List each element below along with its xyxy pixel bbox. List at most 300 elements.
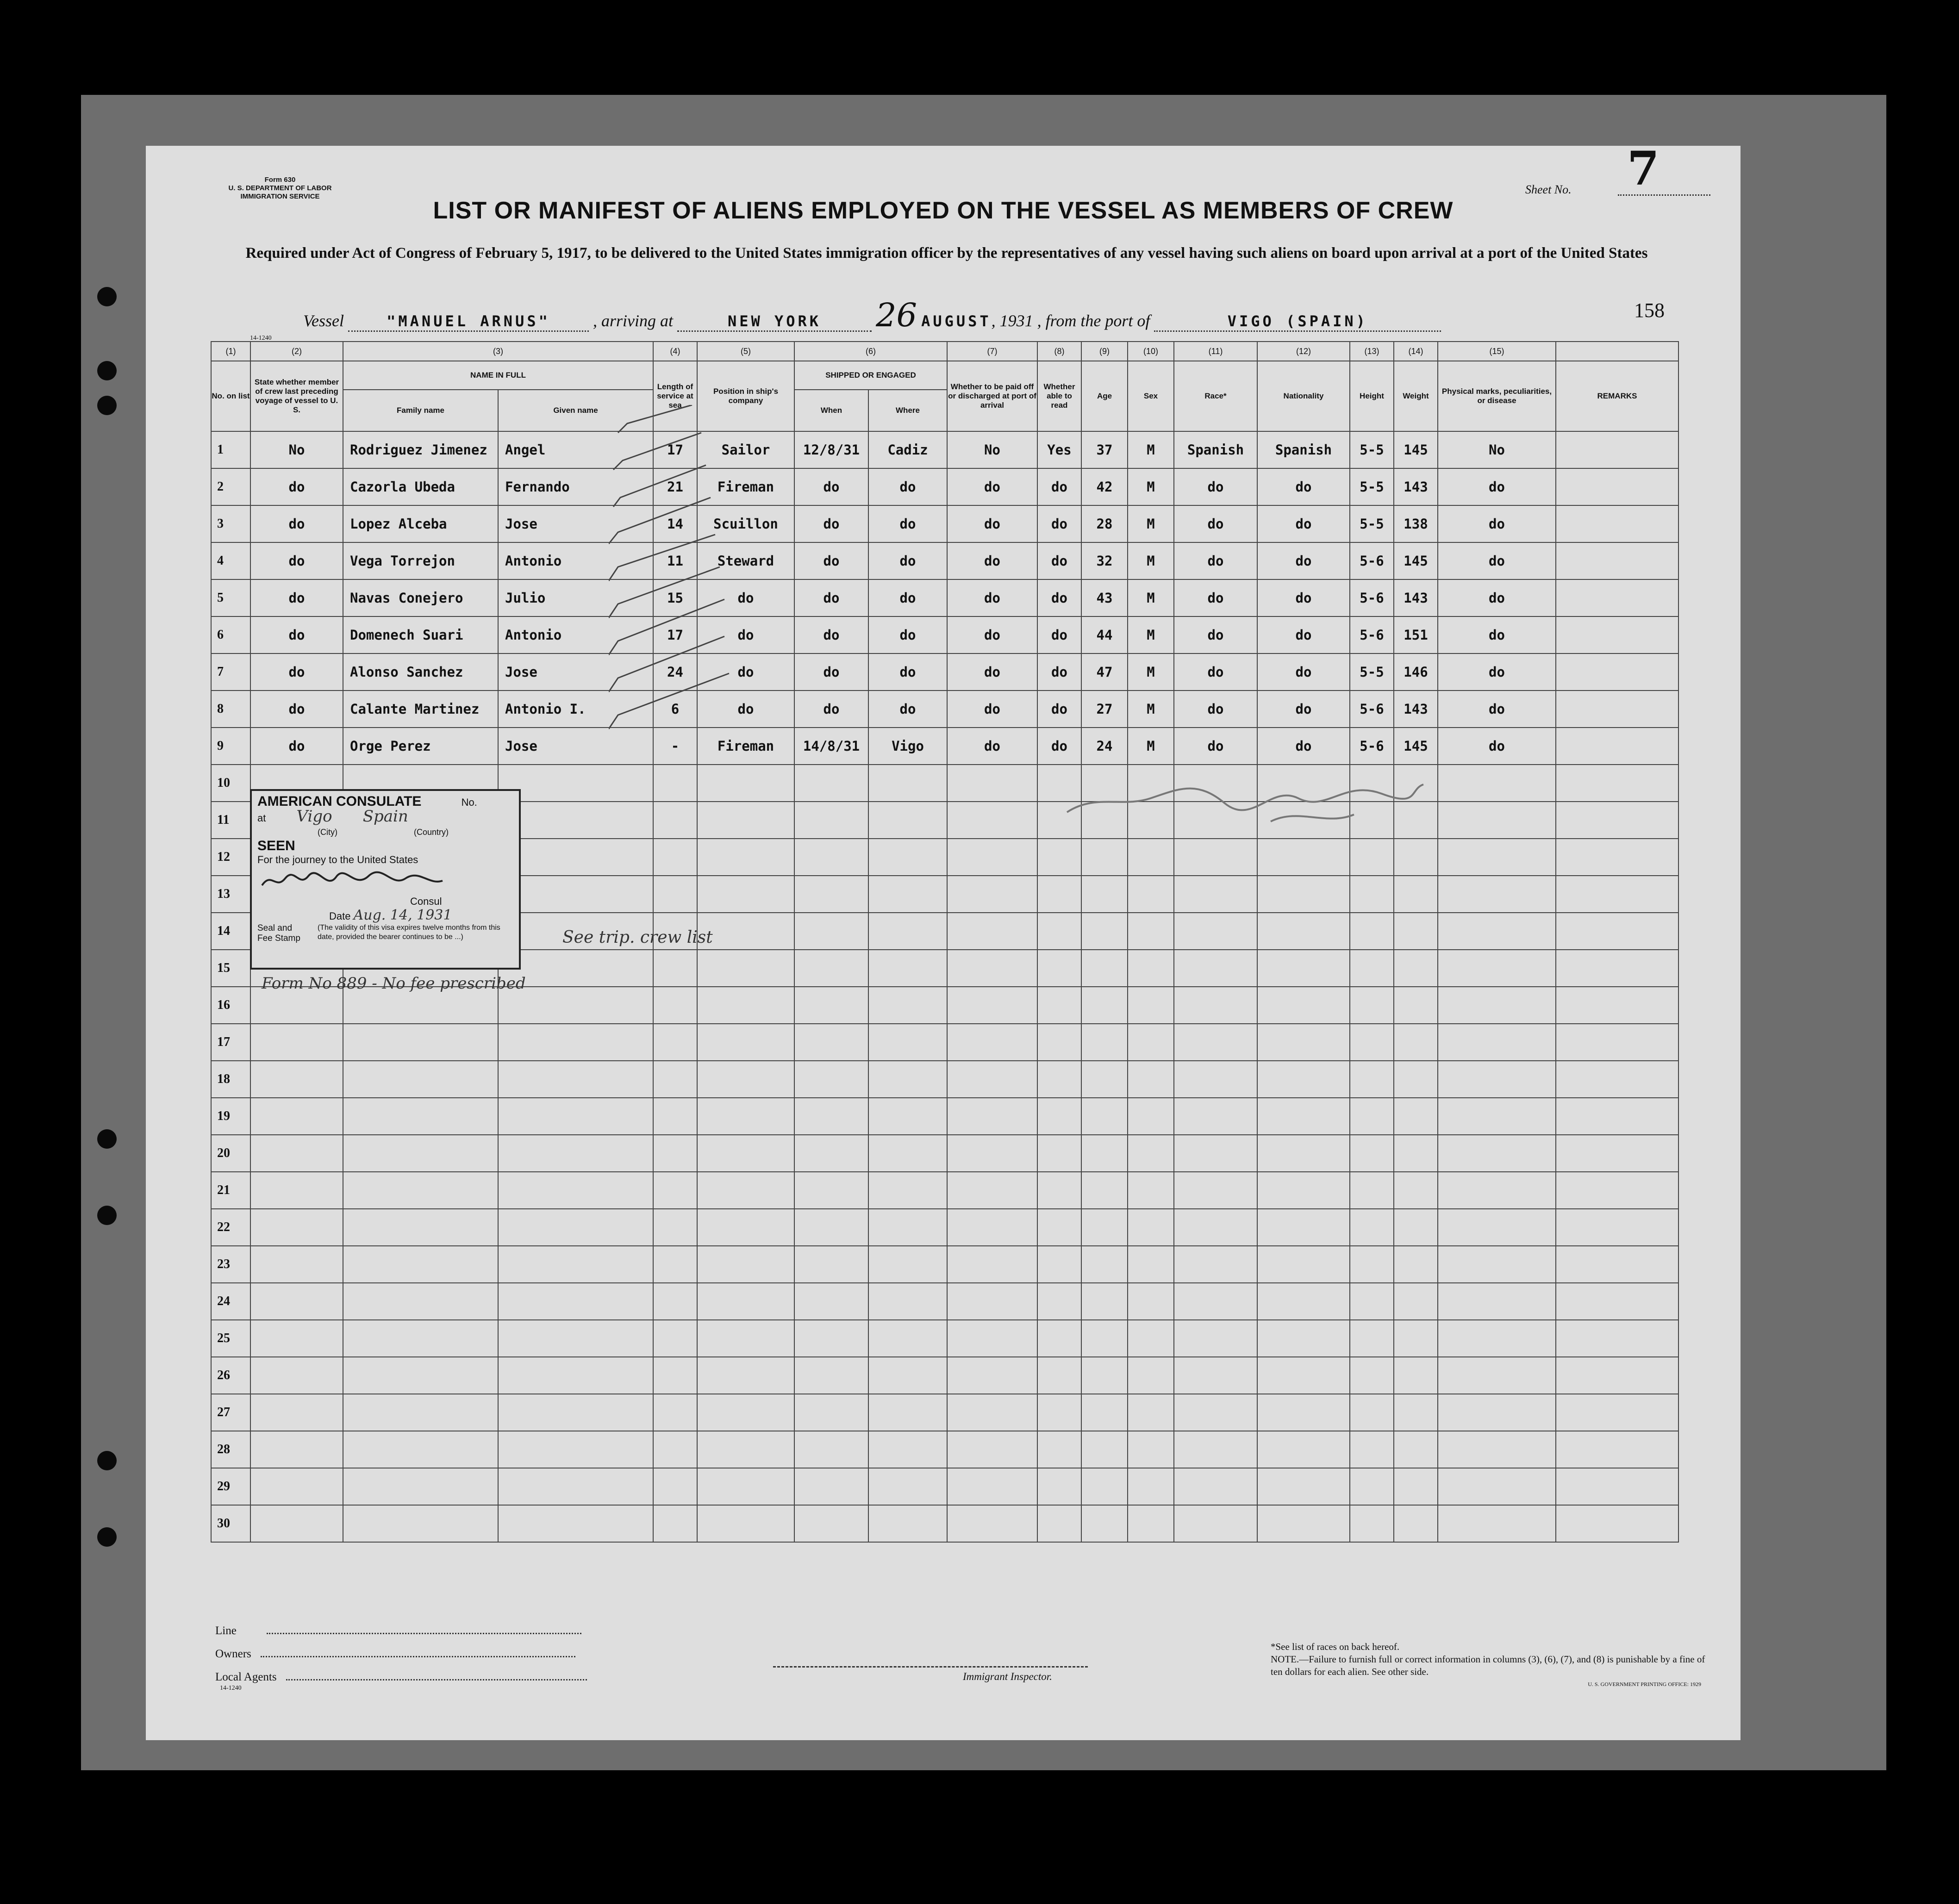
cell-remarks bbox=[1556, 542, 1678, 579]
cell-no: 8 bbox=[211, 691, 250, 728]
owners-dots bbox=[261, 1656, 575, 1657]
header-sex: Sex bbox=[1128, 361, 1174, 431]
cell-empty bbox=[947, 913, 1037, 950]
cell-empty bbox=[947, 802, 1037, 839]
header-shipped-or-engaged: SHIPPED OR ENGAGED bbox=[794, 361, 947, 390]
cell-nationality: do bbox=[1257, 505, 1350, 542]
cell-read: do bbox=[1037, 505, 1081, 542]
cell-empty bbox=[1556, 1320, 1678, 1357]
cell-empty bbox=[498, 1357, 653, 1394]
cell-empty bbox=[1394, 1394, 1438, 1431]
cell-empty bbox=[697, 876, 794, 913]
cell-empty bbox=[1174, 1505, 1257, 1542]
crew-row bbox=[211, 579, 1678, 616]
cell-empty bbox=[1556, 1098, 1678, 1135]
cell-empty bbox=[1037, 1061, 1081, 1098]
cell-no: 14 bbox=[211, 913, 250, 950]
cell-empty bbox=[1438, 1172, 1556, 1209]
cell-no: 22 bbox=[211, 1209, 250, 1246]
cell-no: 24 bbox=[211, 1283, 250, 1320]
cell-paid: do bbox=[947, 579, 1037, 616]
cell-empty bbox=[947, 1061, 1037, 1098]
cell-empty bbox=[1081, 1098, 1128, 1135]
cell-empty bbox=[1556, 1172, 1678, 1209]
header-remarks: REMARKS bbox=[1556, 361, 1678, 431]
cell-empty bbox=[250, 1246, 343, 1283]
cell-empty bbox=[653, 1283, 697, 1320]
cell-race: do bbox=[1174, 728, 1257, 765]
cell-read: do bbox=[1037, 691, 1081, 728]
cell-empty bbox=[1174, 876, 1257, 913]
cell-remarks bbox=[1556, 468, 1678, 505]
cell-no: 5 bbox=[211, 579, 250, 616]
cell-empty bbox=[1037, 1135, 1081, 1172]
cell-service: 17 bbox=[653, 431, 697, 468]
cell-empty bbox=[498, 765, 653, 802]
cell-empty bbox=[1350, 1505, 1394, 1542]
cell-weight: 143 bbox=[1394, 468, 1438, 505]
cell-empty bbox=[1257, 1431, 1350, 1468]
line-field bbox=[215, 1624, 581, 1637]
cell-empty bbox=[1081, 1172, 1128, 1209]
cell-weight: 151 bbox=[1394, 616, 1438, 653]
blank-row bbox=[211, 1098, 1678, 1135]
handwritten-note-form: Form No 889 - No fee prescribed bbox=[262, 974, 526, 993]
cell-empty bbox=[947, 1394, 1037, 1431]
cell-empty bbox=[1438, 987, 1556, 1024]
cell-empty bbox=[1037, 1357, 1081, 1394]
cell-empty bbox=[1556, 765, 1678, 802]
cell-given: Antonio I. bbox=[498, 691, 653, 728]
cell-empty bbox=[1556, 913, 1678, 950]
cell-empty bbox=[1174, 1357, 1257, 1394]
cell-race: do bbox=[1174, 468, 1257, 505]
cell-where: do bbox=[868, 542, 947, 579]
cell-empty bbox=[498, 1024, 653, 1061]
cell-empty bbox=[343, 1135, 498, 1172]
header-previous-voyage: State whether member of crew last preceding voyage of vessel to U. S. bbox=[250, 361, 343, 431]
cell-no: 27 bbox=[211, 1394, 250, 1431]
cell-where: Cadiz bbox=[868, 431, 947, 468]
blank-row bbox=[211, 1246, 1678, 1283]
blank-row bbox=[211, 1209, 1678, 1246]
cell-no: 12 bbox=[211, 839, 250, 876]
cell-empty bbox=[1037, 1431, 1081, 1468]
cell-empty bbox=[1128, 1172, 1174, 1209]
cell-empty bbox=[697, 987, 794, 1024]
cell-empty bbox=[1037, 839, 1081, 876]
page-subtitle: Required under Act of Congress of February 5, 1917, to be delivered to the United States immigration officer by the representatives of any vessel having such aliens on board upon arrival at a port of the United States bbox=[245, 245, 1648, 261]
cell-empty bbox=[1257, 1061, 1350, 1098]
cell-empty bbox=[1128, 1468, 1174, 1505]
cell-empty bbox=[1438, 1135, 1556, 1172]
cell-empty bbox=[498, 1283, 653, 1320]
cell-empty bbox=[1350, 1209, 1394, 1246]
cell-marks: do bbox=[1438, 728, 1556, 765]
cell-prev: No bbox=[250, 431, 343, 468]
cell-remarks bbox=[1556, 431, 1678, 468]
column-header-row bbox=[211, 361, 1678, 390]
cell-empty bbox=[1350, 1246, 1394, 1283]
cell-height: 5-6 bbox=[1350, 728, 1394, 765]
cell-position: do bbox=[697, 691, 794, 728]
cell-empty bbox=[343, 1357, 498, 1394]
cell-empty bbox=[1556, 1246, 1678, 1283]
cell-empty bbox=[697, 1468, 794, 1505]
cell-no: 15 bbox=[211, 950, 250, 987]
cell-empty bbox=[250, 1135, 343, 1172]
cell-empty bbox=[1128, 1098, 1174, 1135]
cell-empty bbox=[868, 1246, 947, 1283]
cell-family: Rodriguez Jimenez bbox=[343, 431, 498, 468]
cell-marks: do bbox=[1438, 468, 1556, 505]
cell-empty bbox=[1556, 1283, 1678, 1320]
cell-empty bbox=[794, 1172, 868, 1209]
blank-row bbox=[211, 1431, 1678, 1468]
cell-empty bbox=[1257, 1209, 1350, 1246]
cell-no: 6 bbox=[211, 616, 250, 653]
cell-no: 1 bbox=[211, 431, 250, 468]
cell-empty bbox=[1556, 1394, 1678, 1431]
col-num: (11) bbox=[1174, 342, 1257, 361]
cell-empty bbox=[1438, 1320, 1556, 1357]
cell-empty bbox=[794, 1320, 868, 1357]
cell-empty bbox=[250, 1394, 343, 1431]
cell-empty bbox=[794, 765, 868, 802]
cell-empty bbox=[1174, 987, 1257, 1024]
cell-empty bbox=[1438, 1357, 1556, 1394]
stamp-city: Vigo bbox=[296, 807, 332, 826]
cell-read: do bbox=[1037, 542, 1081, 579]
cell-empty bbox=[947, 950, 1037, 987]
cell-empty bbox=[1128, 1209, 1174, 1246]
header-name-in-full: NAME IN FULL bbox=[343, 361, 653, 390]
punch-hole bbox=[97, 1206, 117, 1225]
cell-sex: M bbox=[1128, 579, 1174, 616]
cell-empty bbox=[1394, 913, 1438, 950]
form-code: 14-1240 bbox=[250, 335, 272, 342]
form-number: Form 630 bbox=[264, 176, 296, 184]
cell-race: do bbox=[1174, 653, 1257, 691]
printer-mark: U. S. GOVERNMENT PRINTING OFFICE: 1929 bbox=[1588, 1681, 1701, 1687]
cell-no: 4 bbox=[211, 542, 250, 579]
cell-empty bbox=[1438, 1394, 1556, 1431]
cell-empty bbox=[1556, 1135, 1678, 1172]
cell-no: 19 bbox=[211, 1098, 250, 1135]
cell-paid: do bbox=[947, 468, 1037, 505]
cell-empty bbox=[1556, 1357, 1678, 1394]
cell-empty bbox=[1394, 1320, 1438, 1357]
stamp-city-label: (City) bbox=[318, 828, 337, 837]
cell-when: 12/8/31 bbox=[794, 431, 868, 468]
punch-hole bbox=[97, 1451, 117, 1470]
col-num bbox=[1556, 342, 1678, 361]
cell-height: 5-6 bbox=[1350, 616, 1394, 653]
cell-empty bbox=[1174, 950, 1257, 987]
arrival-month: AUGUST bbox=[921, 312, 992, 330]
cell-empty bbox=[653, 765, 697, 802]
cell-weight: 146 bbox=[1394, 653, 1438, 691]
cell-sex: M bbox=[1128, 431, 1174, 468]
cell-empty bbox=[794, 1505, 868, 1542]
cell-empty bbox=[250, 1172, 343, 1209]
cell-service: 14 bbox=[653, 505, 697, 542]
cell-empty bbox=[1438, 1024, 1556, 1061]
cell-given: Jose bbox=[498, 505, 653, 542]
arrival-day: 26 bbox=[876, 296, 917, 334]
punch-hole bbox=[97, 287, 117, 306]
cell-age: 32 bbox=[1081, 542, 1128, 579]
cell-when: do bbox=[794, 691, 868, 728]
cell-empty bbox=[1128, 1061, 1174, 1098]
header-age: Age bbox=[1081, 361, 1128, 431]
cell-empty bbox=[794, 802, 868, 839]
cell-empty bbox=[1081, 1246, 1128, 1283]
cell-empty bbox=[1037, 1283, 1081, 1320]
cell-empty bbox=[653, 802, 697, 839]
cell-empty bbox=[498, 1246, 653, 1283]
cell-where: do bbox=[868, 579, 947, 616]
cell-empty bbox=[653, 839, 697, 876]
cell-where: do bbox=[868, 468, 947, 505]
cell-empty bbox=[697, 765, 794, 802]
cell-height: 5-5 bbox=[1350, 653, 1394, 691]
cell-empty bbox=[1438, 913, 1556, 950]
cell-empty bbox=[1128, 1283, 1174, 1320]
cell-empty bbox=[697, 1061, 794, 1098]
cell-service: 24 bbox=[653, 653, 697, 691]
blank-row bbox=[211, 1283, 1678, 1320]
cell-empty bbox=[653, 1505, 697, 1542]
cell-empty bbox=[697, 839, 794, 876]
cell-empty bbox=[1350, 1172, 1394, 1209]
stamp-country: Spain bbox=[362, 807, 408, 826]
cell-empty bbox=[653, 1098, 697, 1135]
cell-empty bbox=[794, 950, 868, 987]
cell-empty bbox=[250, 1061, 343, 1098]
cell-empty bbox=[250, 1431, 343, 1468]
cell-weight: 138 bbox=[1394, 505, 1438, 542]
cell-empty bbox=[1556, 1468, 1678, 1505]
page-title: LIST OR MANIFEST OF ALIENS EMPLOYED ON THE VESSEL AS MEMBERS OF CREW bbox=[433, 197, 1454, 224]
cell-empty bbox=[868, 765, 947, 802]
cell-age: 44 bbox=[1081, 616, 1128, 653]
cell-empty bbox=[1257, 1468, 1350, 1505]
cell-given: Antonio bbox=[498, 542, 653, 579]
cell-empty bbox=[498, 802, 653, 839]
cell-family: Cazorla Ubeda bbox=[343, 468, 498, 505]
cell-empty bbox=[1394, 1061, 1438, 1098]
cell-empty bbox=[1350, 1394, 1394, 1431]
cell-empty bbox=[794, 876, 868, 913]
cell-empty bbox=[868, 1098, 947, 1135]
cell-marks: do bbox=[1438, 616, 1556, 653]
cell-empty bbox=[1257, 1172, 1350, 1209]
department-name: U. S. DEPARTMENT OF LABOR bbox=[228, 184, 332, 192]
cell-empty bbox=[794, 1024, 868, 1061]
cell-empty bbox=[653, 876, 697, 913]
cell-empty bbox=[1128, 1135, 1174, 1172]
crew-row bbox=[211, 431, 1678, 468]
header-position: Position in ship's company bbox=[697, 361, 794, 431]
cell-no: 2 bbox=[211, 468, 250, 505]
cell-family: Calante Martinez bbox=[343, 691, 498, 728]
header-paid-off: Whether to be paid off or discharged at port of arrival bbox=[947, 361, 1037, 431]
cell-empty bbox=[1037, 876, 1081, 913]
cell-race: do bbox=[1174, 616, 1257, 653]
arrival-year: , 1931 bbox=[991, 311, 1033, 330]
cell-empty bbox=[947, 1209, 1037, 1246]
cell-race: do bbox=[1174, 691, 1257, 728]
cell-empty bbox=[1556, 802, 1678, 839]
cell-height: 5-5 bbox=[1350, 431, 1394, 468]
cell-empty bbox=[947, 1505, 1037, 1542]
cell-position: do bbox=[697, 653, 794, 691]
crew-row bbox=[211, 728, 1678, 765]
cell-position: do bbox=[697, 616, 794, 653]
cell-remarks bbox=[1556, 691, 1678, 728]
cell-no: 26 bbox=[211, 1357, 250, 1394]
cell-nationality: Spanish bbox=[1257, 431, 1350, 468]
cell-empty bbox=[498, 1505, 653, 1542]
cell-read: do bbox=[1037, 653, 1081, 691]
inspector-label: Immigrant Inspector. bbox=[963, 1671, 1052, 1682]
crew-row bbox=[211, 691, 1678, 728]
cell-empty bbox=[1350, 876, 1394, 913]
cell-empty bbox=[1394, 1246, 1438, 1283]
cell-where: do bbox=[868, 616, 947, 653]
cell-empty bbox=[947, 1431, 1037, 1468]
cell-empty bbox=[1037, 1246, 1081, 1283]
cell-empty bbox=[697, 950, 794, 987]
cell-empty bbox=[653, 1172, 697, 1209]
departure-port: VIGO (SPAIN) bbox=[1227, 312, 1368, 330]
cell-empty bbox=[498, 1172, 653, 1209]
cell-no: 29 bbox=[211, 1468, 250, 1505]
cell-empty bbox=[1081, 1061, 1128, 1098]
header-when: When bbox=[794, 390, 868, 431]
cell-no: 16 bbox=[211, 987, 250, 1024]
cell-when: do bbox=[794, 579, 868, 616]
cell-empty bbox=[1394, 1024, 1438, 1061]
cell-empty bbox=[794, 987, 868, 1024]
header-no-on-list: No. on list bbox=[211, 361, 250, 431]
cell-empty bbox=[1257, 1098, 1350, 1135]
cell-empty bbox=[498, 1098, 653, 1135]
sheet-label: Sheet No. bbox=[1525, 183, 1572, 196]
cell-empty bbox=[1257, 1283, 1350, 1320]
footnote-block bbox=[1271, 1641, 1710, 1691]
cell-read: do bbox=[1037, 728, 1081, 765]
cell-paid: do bbox=[947, 728, 1037, 765]
stamp-consul-label: Consul bbox=[410, 896, 442, 907]
cell-empty bbox=[868, 1061, 947, 1098]
cell-empty bbox=[653, 1061, 697, 1098]
cell-empty bbox=[1394, 839, 1438, 876]
cell-empty bbox=[868, 1283, 947, 1320]
cell-empty bbox=[1174, 1431, 1257, 1468]
stamp-consulate-title: AMERICAN CONSULATE bbox=[257, 794, 422, 809]
cell-age: 24 bbox=[1081, 728, 1128, 765]
cell-empty bbox=[343, 1505, 498, 1542]
cell-empty bbox=[1394, 1431, 1438, 1468]
cell-empty bbox=[653, 950, 697, 987]
cell-empty bbox=[794, 1468, 868, 1505]
header-able-to-read: Whether able to read bbox=[1037, 361, 1081, 431]
cell-weight: 143 bbox=[1394, 579, 1438, 616]
cell-paid: do bbox=[947, 616, 1037, 653]
cell-read: do bbox=[1037, 579, 1081, 616]
cell-empty bbox=[1128, 950, 1174, 987]
cell-empty bbox=[1394, 876, 1438, 913]
cell-empty bbox=[498, 1468, 653, 1505]
cell-empty bbox=[1128, 1320, 1174, 1357]
cell-empty bbox=[868, 1505, 947, 1542]
consul-signature bbox=[257, 867, 513, 895]
cell-family: Domenech Suari bbox=[343, 616, 498, 653]
cell-sex: M bbox=[1128, 728, 1174, 765]
cell-no: 7 bbox=[211, 653, 250, 691]
cell-empty bbox=[1257, 1394, 1350, 1431]
cell-prev: do bbox=[250, 468, 343, 505]
cell-paid: do bbox=[947, 653, 1037, 691]
cell-empty bbox=[868, 1320, 947, 1357]
header-race: Race* bbox=[1174, 361, 1257, 431]
cell-position: Steward bbox=[697, 542, 794, 579]
cell-when: do bbox=[794, 468, 868, 505]
cell-empty bbox=[947, 987, 1037, 1024]
line-label: Line bbox=[215, 1624, 237, 1637]
cell-empty bbox=[1081, 1357, 1128, 1394]
cell-empty bbox=[1037, 1098, 1081, 1135]
cell-empty bbox=[250, 1024, 343, 1061]
cell-empty bbox=[250, 1357, 343, 1394]
cell-empty bbox=[794, 1283, 868, 1320]
consulate-visa-stamp bbox=[250, 789, 521, 970]
col-num: (2) bbox=[250, 342, 343, 361]
cell-empty bbox=[1257, 1024, 1350, 1061]
cell-empty bbox=[1128, 987, 1174, 1024]
cell-age: 37 bbox=[1081, 431, 1128, 468]
cell-no: 18 bbox=[211, 1061, 250, 1098]
cell-empty bbox=[1037, 913, 1081, 950]
cell-empty bbox=[1438, 1209, 1556, 1246]
blank-row bbox=[211, 1468, 1678, 1505]
arrival-port: NEW YORK bbox=[727, 312, 822, 330]
cell-no: 9 bbox=[211, 728, 250, 765]
cell-empty bbox=[947, 765, 1037, 802]
cell-empty bbox=[653, 1357, 697, 1394]
cell-empty bbox=[1257, 839, 1350, 876]
cell-empty bbox=[697, 802, 794, 839]
cell-prev: do bbox=[250, 505, 343, 542]
cell-when: do bbox=[794, 653, 868, 691]
cell-position: Fireman bbox=[697, 728, 794, 765]
cell-empty bbox=[1257, 913, 1350, 950]
cell-empty bbox=[868, 1431, 947, 1468]
cell-empty bbox=[1394, 1098, 1438, 1135]
cell-empty bbox=[1081, 1320, 1128, 1357]
cell-remarks bbox=[1556, 616, 1678, 653]
blank-row bbox=[211, 1505, 1678, 1542]
cell-empty bbox=[1037, 1209, 1081, 1246]
cell-empty bbox=[498, 839, 653, 876]
cell-remarks bbox=[1556, 579, 1678, 616]
cell-empty bbox=[794, 913, 868, 950]
cell-given: Fernando bbox=[498, 468, 653, 505]
cell-race: do bbox=[1174, 542, 1257, 579]
cell-empty bbox=[1128, 1431, 1174, 1468]
